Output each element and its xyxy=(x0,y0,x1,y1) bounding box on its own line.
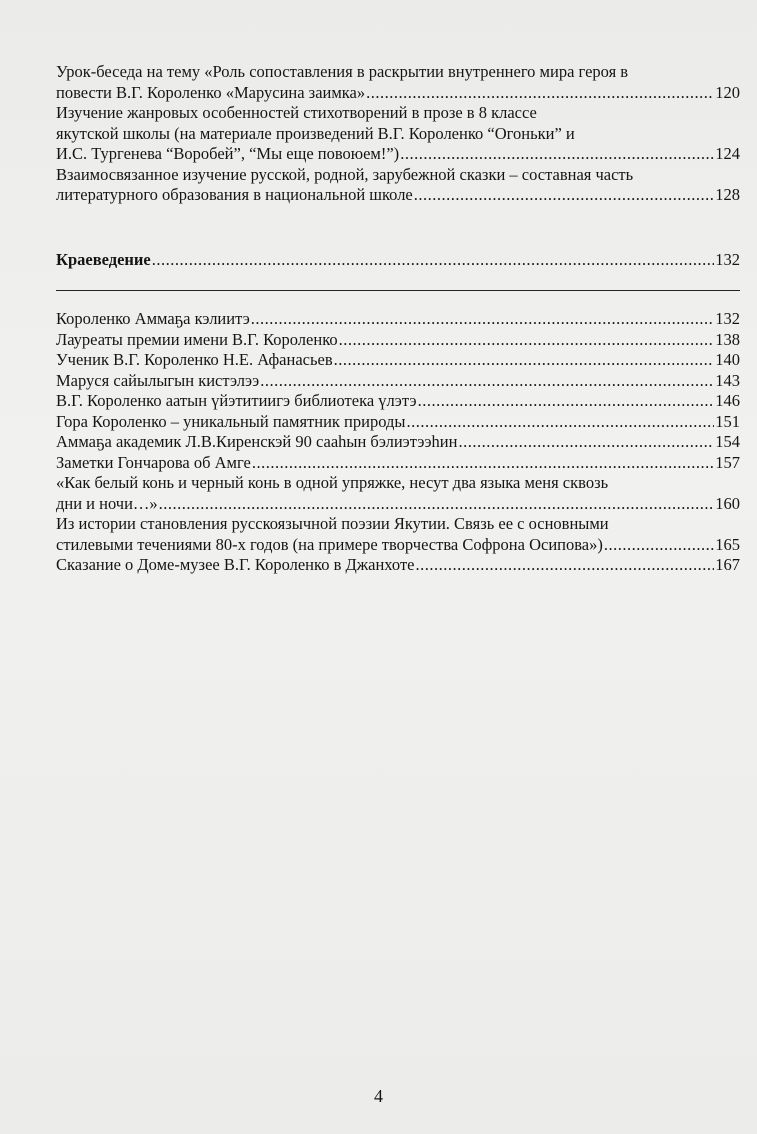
toc-entry xyxy=(56,432,740,453)
toc-entry-line xyxy=(56,555,740,576)
toc-entry-line xyxy=(56,83,740,104)
toc-entry-title: Гора Короленко – уникальный памятник природы xyxy=(56,411,406,431)
toc-entry-title: Заметки Гончарова об Амге xyxy=(56,452,251,472)
toc-entry-text: Изучение жанровых особенностей стихотворений в прозе в 8 классе xyxy=(56,103,537,122)
toc-entry-title: В.Г. Короленко аатын үйэтитиигэ библиотека үлэтэ xyxy=(56,391,417,410)
toc-entry-text: якутской школы (на материале произведений В.Г. Короленко “Огоньки” и xyxy=(56,123,575,143)
toc-entry-page: 160 xyxy=(715,493,740,513)
toc-entry-text: Из истории становления русскоязычной поэзии Якутии. Связь ее с основными xyxy=(56,514,609,533)
toc-entry-line xyxy=(56,371,740,392)
toc-entry xyxy=(56,165,740,206)
dot-leader xyxy=(339,330,715,351)
toc-entry-title: Маруся сайылыгын кистэлээ xyxy=(56,370,260,390)
section-heading xyxy=(56,250,740,271)
toc-entry-title: Короленко Аммаҕа кэлиитэ xyxy=(56,309,250,328)
section-page: 132 xyxy=(715,249,740,269)
toc-entry-line xyxy=(56,412,740,433)
toc-entry-title: Ученик В.Г. Короленко Н.Е. Афанасьев xyxy=(56,350,333,369)
dot-leader xyxy=(406,412,714,433)
toc-entry xyxy=(56,391,740,412)
toc-entry-title: литературного образования в национальной школе xyxy=(56,185,413,204)
dot-leader xyxy=(334,350,715,371)
toc-entry-page: 146 xyxy=(715,391,740,410)
toc-entry xyxy=(56,330,740,351)
toc-entry-page: 154 xyxy=(715,432,740,451)
dot-leader xyxy=(604,535,714,556)
toc-entry-text: «Как белый конь и черный конь в одной упряжке, несут два языка меня сквозь xyxy=(56,473,609,492)
toc-entry-title: дни и ночи…» xyxy=(56,493,158,513)
toc-entry-line xyxy=(56,453,740,474)
toc-top-list xyxy=(56,62,740,206)
dot-leader xyxy=(159,494,715,515)
dot-leader xyxy=(418,391,715,412)
toc-entry-line xyxy=(56,494,740,515)
toc-entry xyxy=(56,103,740,165)
toc-entry-title: Аммаҕа академик Л.В.Киренскэй 90 сааһын бэлиэтээһин xyxy=(56,432,458,451)
toc-entry-line xyxy=(56,144,740,165)
section-divider xyxy=(56,290,740,291)
toc-entry-page: 128 xyxy=(715,185,740,204)
toc-entry-line xyxy=(56,535,740,556)
toc-entry-page: 167 xyxy=(715,555,740,574)
toc-entry-line xyxy=(56,350,740,371)
toc-entry-line xyxy=(56,185,740,206)
dot-leader xyxy=(458,432,714,453)
toc-entry-title: повести В.Г. Короленко «Марусина заимка» xyxy=(56,82,366,102)
toc-entry-title: Лауреаты премии имени В.Г. Короленко xyxy=(56,329,338,349)
toc-entry xyxy=(56,514,740,555)
toc-entry-page: 165 xyxy=(715,534,740,554)
table-of-contents xyxy=(56,62,740,576)
dot-leader xyxy=(152,250,715,271)
dot-leader xyxy=(251,309,714,330)
toc-entry xyxy=(56,453,740,474)
toc-entry-page: 151 xyxy=(715,411,740,431)
toc-entry-title: И.С. Тургенева “Воробей”, “Мы еще повоюем!”) xyxy=(56,144,400,163)
toc-entry-page: 140 xyxy=(715,350,740,369)
toc-entry-page: 132 xyxy=(715,309,740,328)
toc-entry xyxy=(56,555,740,576)
dot-leader xyxy=(414,185,714,206)
section-title: Краеведение xyxy=(56,249,151,269)
toc-entry-line xyxy=(56,250,740,271)
toc-entry xyxy=(56,412,740,433)
dot-leader xyxy=(366,83,714,104)
dot-leader xyxy=(260,371,714,392)
toc-entry-line xyxy=(56,309,740,330)
page-number: 4 xyxy=(374,1086,383,1106)
dot-leader xyxy=(252,453,714,474)
toc-section-list xyxy=(56,309,740,576)
toc-entry xyxy=(56,62,740,103)
toc-entry-text: Урок-беседа на тему «Роль сопоставления в раскрытии внутреннего мира героя в xyxy=(56,62,629,81)
toc-entry xyxy=(56,371,740,392)
toc-entry-title: Сказание о Доме-музее В.Г. Короленко в Джанхоте xyxy=(56,555,415,574)
toc-entry-page: 138 xyxy=(715,329,740,349)
toc-entry-line xyxy=(56,432,740,453)
toc-entry xyxy=(56,350,740,371)
dot-leader xyxy=(415,555,714,576)
toc-entry-title: стилевыми течениями 80-х годов (на примере творчества Софрона Осипова») xyxy=(56,534,603,554)
toc-entry xyxy=(56,473,740,514)
toc-entry-line xyxy=(56,391,740,412)
dot-leader xyxy=(400,144,714,165)
toc-entry-line xyxy=(56,330,740,351)
toc-entry-page: 157 xyxy=(715,452,740,472)
toc-entry-page: 143 xyxy=(715,370,740,390)
toc-entry-page: 120 xyxy=(715,82,740,102)
toc-entry-page: 124 xyxy=(715,144,740,163)
toc-entry xyxy=(56,309,740,330)
toc-entry-text: Взаимосвязанное изучение русской, родной, зарубежной сказки – составная часть xyxy=(56,164,634,184)
